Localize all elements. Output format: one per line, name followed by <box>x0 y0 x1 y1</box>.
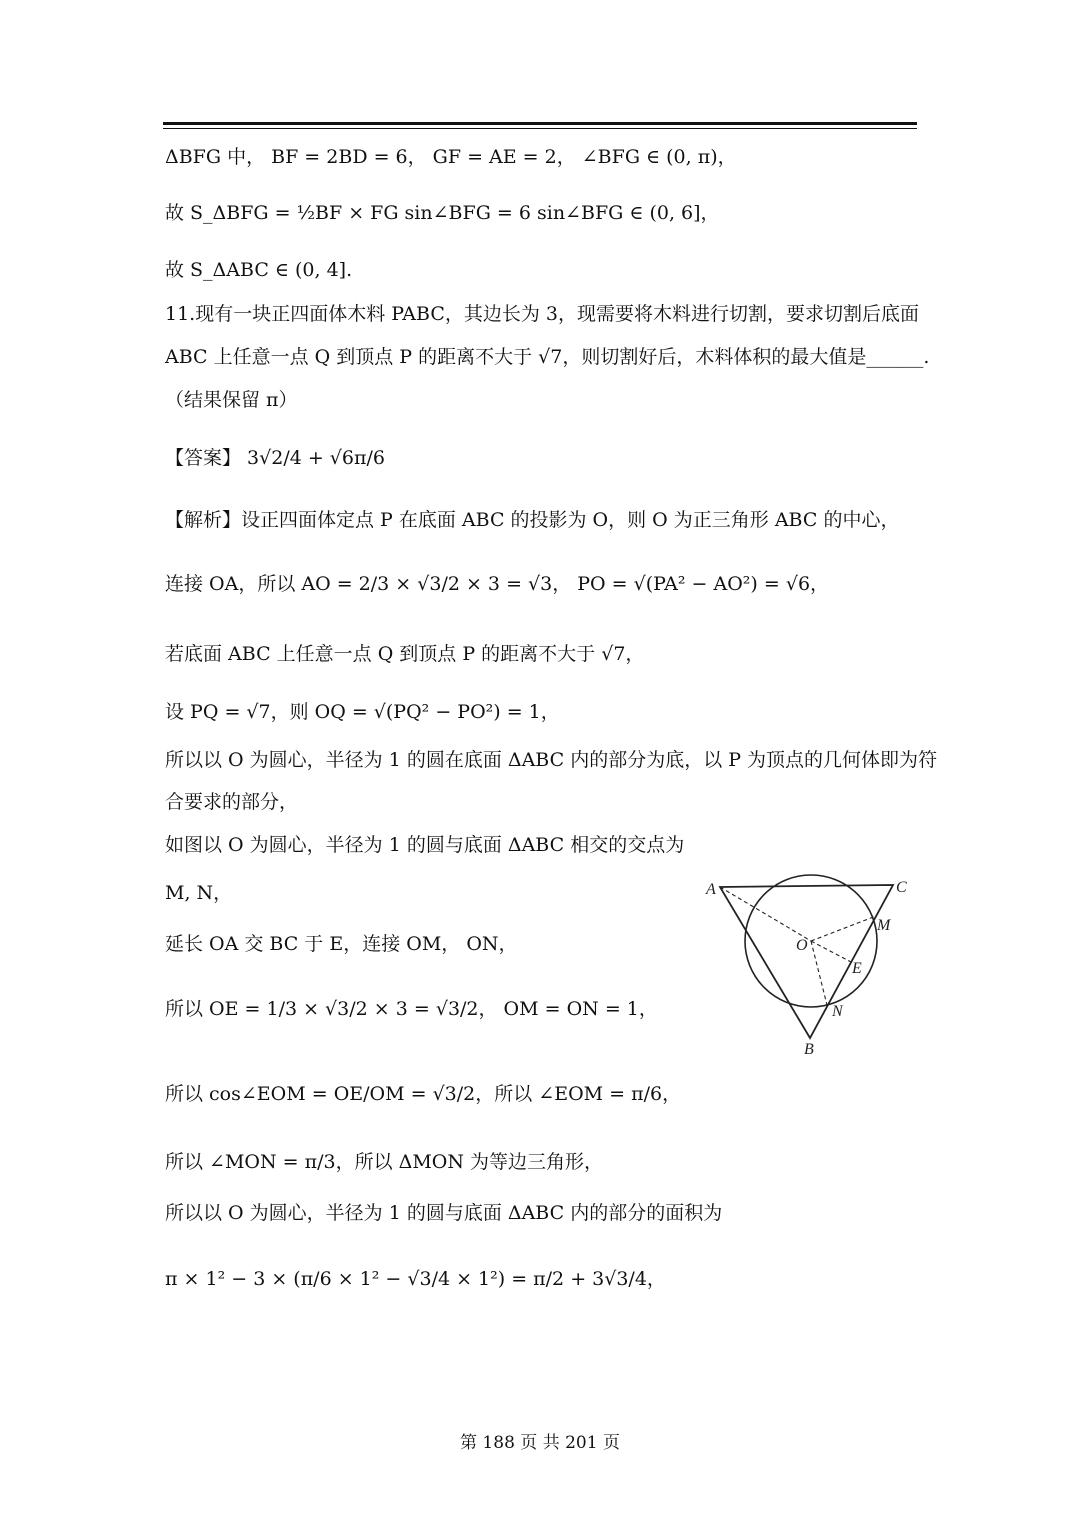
text-line-12: 所以以 O 为圆心，半径为 1 的圆在底面 ΔABC 内的部分为底，以 P 为顶点的几何体即为符 <box>165 749 938 771</box>
text-line-3: 故 S_ΔABC ∈ (0, 4]. <box>165 259 353 281</box>
triangle-abc <box>720 885 893 1038</box>
label-a: A <box>706 881 716 898</box>
label-o: O <box>796 937 808 954</box>
text-line-4: 11.现有一块正四面体木料 PABC，其边长为 3，现需要将木料进行切割，要求切割后底面 <box>165 303 919 325</box>
triangle-circle-diagram <box>700 872 920 1062</box>
label-m: M <box>877 917 891 934</box>
text-line-11: 设 PQ = √7，则 OQ = √(PQ² − PO²) = 1， <box>165 701 560 723</box>
text-line-18: 所以 cos∠EOM = OE/OM = √3/2，所以 ∠EOM = π/6， <box>165 1083 682 1105</box>
page-footer: 第 188 页 共 201 页 <box>460 1433 620 1453</box>
segment-oa <box>720 887 811 941</box>
text-line-17: 所以 OE = 1/3 × √3/2 × 3 = √3/2， OM = ON = 1， <box>165 998 658 1020</box>
header-rule-thick <box>163 122 917 125</box>
header-rule-thin <box>163 128 917 129</box>
label-c: C <box>896 879 907 896</box>
text-line-15: M, N， <box>165 882 233 904</box>
text-line-19: 所以 ∠MON = π/3，所以 ΔMON 为等边三角形， <box>165 1151 604 1173</box>
text-line-10: 若底面 ABC 上任意一点 Q 到顶点 P 的距离不大于 √7， <box>165 643 645 665</box>
answer-line: 【答案】 3√2/4 + √6π/6 <box>165 447 385 469</box>
segment-on <box>811 941 827 1005</box>
text-line-16: 延长 OA 交 BC 于 E，连接 OM， ON， <box>165 933 518 955</box>
text-line-6: （结果保留 π） <box>165 389 298 411</box>
label-e: E <box>852 960 862 977</box>
text-line-20: 所以以 O 为圆心，半径为 1 的圆与底面 ΔABC 内的部分的面积为 <box>165 1202 723 1224</box>
text-line-1: ΔBFG 中， BF = 2BD = 6， GF = AE = 2， ∠BFG ∈ (0, π)， <box>165 146 737 168</box>
segment-oe <box>811 941 851 962</box>
label-b: B <box>804 1041 814 1058</box>
segment-om <box>811 916 876 941</box>
text-line-5: ABC 上任意一点 Q 到顶点 P 的距离不大于 √7，则切割好后，木料体积的最大值是______. <box>165 346 930 368</box>
text-line-14: 如图以 O 为圆心，半径为 1 的圆与底面 ΔABC 相交的交点为 <box>165 834 685 856</box>
text-line-9: 连接 OA，所以 AO = 2/3 × √3/2 × 3 = √3， PO = √(PA² − AO²) = √6， <box>165 573 830 595</box>
text-line-21: π × 1² − 3 × (π/6 × 1² − √3/4 × 1²) = π/2 + 3√3/4， <box>165 1268 666 1290</box>
text-line-8: 【解析】设正四面体定点 P 在底面 ABC 的投影为 O，则 O 为正三角形 ABC 的中心， <box>165 509 900 531</box>
label-n: N <box>832 1003 843 1020</box>
text-line-13: 合要求的部分， <box>165 791 299 813</box>
text-line-2: 故 S_ΔBFG = ½BF × FG sin∠BFG = 6 sin∠BFG ∈ (0, 6]， <box>165 202 720 224</box>
